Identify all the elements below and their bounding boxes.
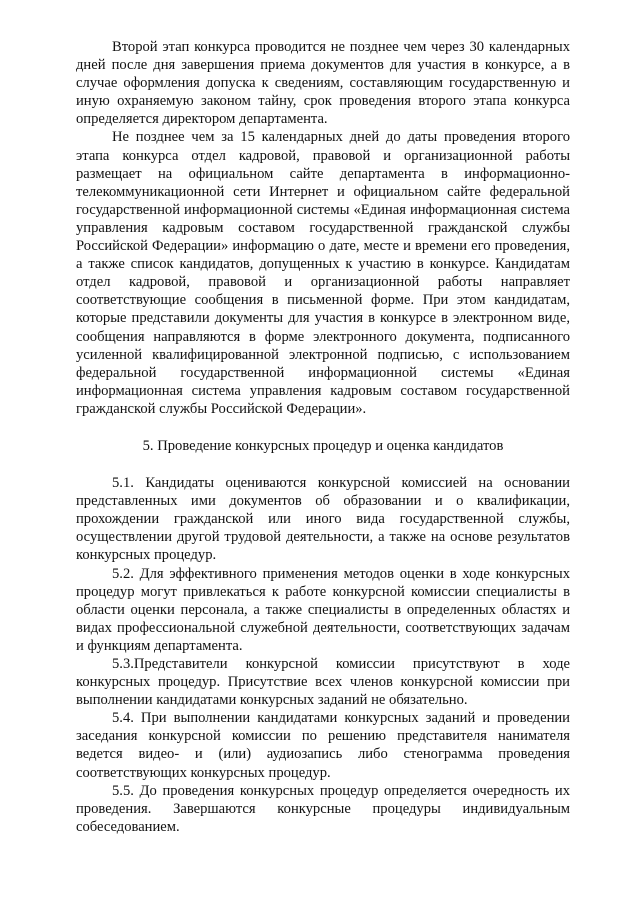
- paragraph-5-3: 5.3.Представители конкурсной комиссии присутствуют в ходе конкурсных процедур. Присутствие всех членов конкурсной комиссии при выполнении кандидатами конкурсных заданий не обязательно.: [76, 656, 570, 709]
- paragraph-5-4: 5.4. При выполнении кандидатами конкурсных заданий и проведении заседания конкурсной комиссии по решению представителя нанимателя ведется видео- и (или) аудиозапись либо стенограмма проведения соответствующих конкурсных процедур.: [76, 710, 570, 781]
- section-heading: 5. Проведение конкурсных процедур и оценка кандидатов: [142, 437, 504, 454]
- paragraph-5-2: 5.2. Для эффективного применения методов оценки в ходе конкурсных процедур могут привлекаться к работе конкурсной комиссии специалисты в области оценки персонала, а также специалисты в определенных областях и видах профессиональной служебной деятельности, соответствующих задачам и функциям департамента.: [76, 565, 570, 654]
- paragraph-second-stage-timing: Второй этап конкурса проводится не позднее чем через 30 календарных дней после дня завершения приема документов для участия в конкурсе, а в случае оформления допуска к сведениям, составляющим государственную и иную охраняемую законом тайну, срок проведения второго этапа конкурса определяется директором департамента.: [76, 39, 570, 128]
- document-body: [76, 38, 570, 836]
- paragraph-5-5: 5.5. До проведения конкурсных процедур определяется очередность их проведения. Завершаются конкурсные процедуры индивидуальным собеседованием.: [76, 782, 570, 835]
- paragraph-5-1: 5.1. Кандидаты оцениваются конкурсной комиссией на основании представленных ими документов об образовании и о квалификации, прохождении гражданской или иного вида государственной службы, осуществлении другой трудовой деятельности, а также на основе результатов конкурсных процедур.: [76, 475, 570, 564]
- paragraph-publication-notice: Не позднее чем за 15 календарных дней до даты проведения второго этапа конкурса отдел кадровой, правовой и организационной работы размещает на официальном сайте департамента в информационно-телекоммуникационной сети Интернет и официальном сайте федеральной государственной информационной системы «Единая информационная система управления кадровым составом государственной гражданской службы Российской Федерации» информацию о дате, месте и времени его проведения, а также список кандидатов, допущенных к участию в конкурсе. Кандидатам отдел кадровой, правовой и организационной работы направляет соответствующие сообщения в письменной форме. При этом кандидатам, которые представили документы для участия в конкурсе в электронном виде, сообщения направляются в форме электронного документа, подписанного усиленной квалифицированной электронной подписью, с использованием федеральной государственной информационной системы «Единая информационная система управления кадровым составом государственной гражданской службы Российской Федерации».: [76, 129, 570, 417]
